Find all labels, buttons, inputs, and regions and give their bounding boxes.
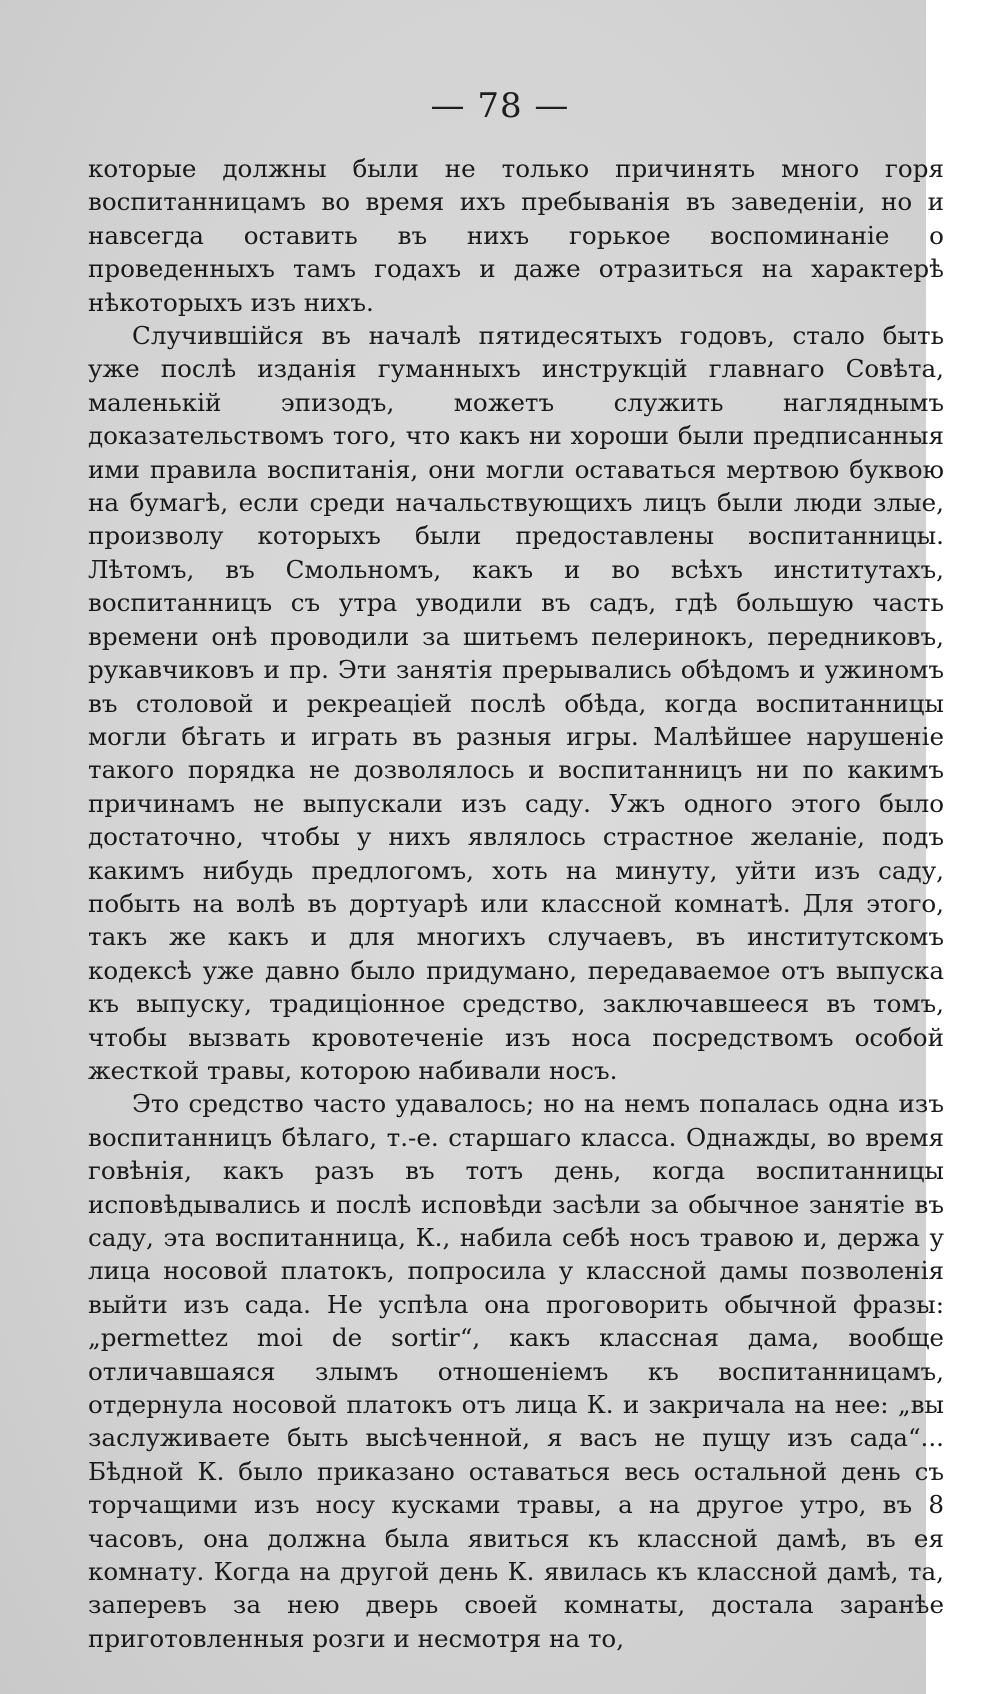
page-number: — 78 — bbox=[430, 86, 570, 126]
body-text bbox=[88, 152, 944, 1655]
paragraph-3: Это средство часто удавалось; но на немъ попалась одна изъ воспитанницъ бѣлаго, т.-е. старшаго класса. Однажды, во время говѣнія, какъ разъ въ тотъ день, когда воспитанницы исповѣдывались и послѣ исповѣди засѣли за обычное занятіе въ саду, эта воспитанница, К., набила себѣ носъ травою и, держа у лица носовой платокъ, попросила у классной дамы позволенія выйти изъ сада. Не успѣла она проговорить обычной фразы: „permettez moi de sortir“, какъ классная дама, вообще отличавшаяся злымъ отношеніемъ къ воспитанницамъ, отдернула носовой платокъ отъ лица К. и закричала на нее: „вы заслуживаете быть высѣченной, я васъ не пущу изъ сада“... Бѣдной К. было приказано оставаться весь остальной день съ торчащими изъ носу кусками травы, а на другое утро, въ 8 часовъ, она должна была явиться къ классной дамѣ, въ ея комнату. Когда на другой день К. явилась къ классной дамѣ, та, заперевъ за нею дверь своей комнаты, достала заранѣе приготовленныя розги и несмотря на то, bbox=[88, 1089, 944, 1653]
paragraph-1: которые должны были не только причинять много горя воспитанницамъ во время ихъ пребыванія въ заведеніи, но и навсегда оставить въ нихъ горькое воспоминаніе о проведенныхъ тамъ годахъ и даже отразиться на характерѣ нѣкоторыхъ изъ нихъ. bbox=[88, 154, 944, 317]
paragraph-2: Случившійся въ началѣ пятидесятыхъ годовъ, стало быть уже послѣ изданія гуманныхъ инструкцій главнаго Совѣта, маленькій эпизодъ, можетъ служить нагляднымъ доказательствомъ того, что какъ ни хороши были предписанныя ими правила воспитанія, они могли оставаться мертвою буквою на бумагѣ, если среди начальствующихъ лицъ были люди злые, произволу которыхъ были предоставлены воспитанницы. Лѣтомъ, въ Смольномъ, какъ и во всѣхъ институтахъ, воспитанницъ съ утра уводили въ садъ, гдѣ большую часть времени онѣ проводили за шитьемъ пелеринокъ, передниковъ, рукавчиковъ и пр. Эти занятія прерывались обѣдомъ и ужиномъ въ столовой и рекреаціей послѣ обѣда, когда воспитанницы могли бѣгать и играть въ разныя игры. Малѣйшее нарушеніе такого порядка не дозволялось и воспитанницъ ни по какимъ причинамъ не выпускали изъ саду. Ужъ одного этого было достаточно, чтобы у нихъ являлось страстное желаніе, подъ какимъ нибудь предлогомъ, хоть на минуту, уйти изъ саду, побыть на волѣ въ дортуарѣ или классной комнатѣ. Для этого, такъ же какъ и для многихъ случаевъ, въ институтскомъ кодексѣ уже давно было придумано, передаваемое отъ выпуска къ выпуску, традиціонное средство, заключавшееся въ томъ, чтобы вызвать кровотеченіе изъ носа посредствомъ особой жесткой травы, которою набивали носъ. bbox=[88, 321, 944, 1085]
